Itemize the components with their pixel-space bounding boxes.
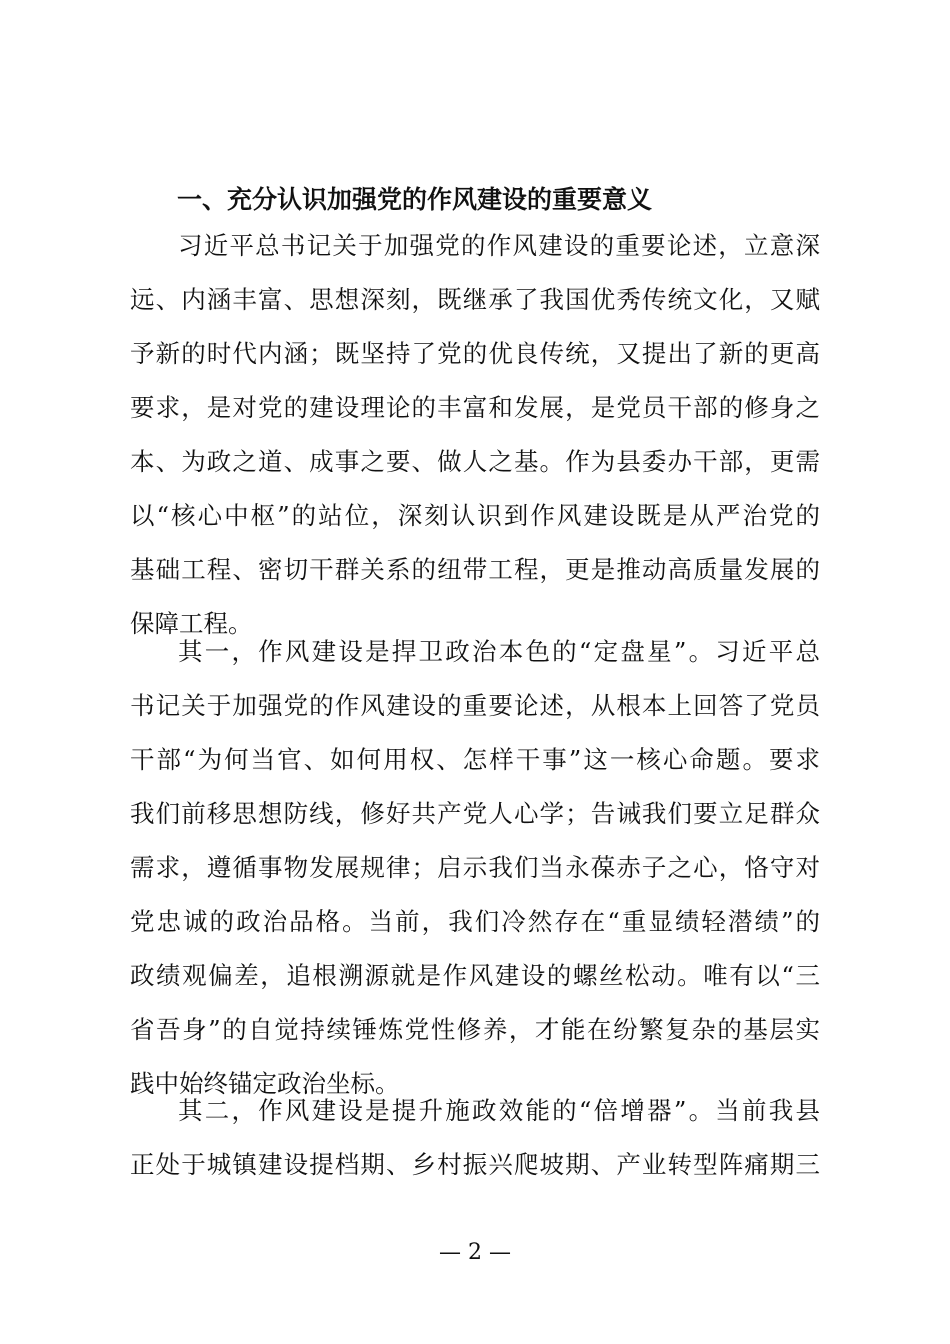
text-line: 以“核心中枢”的站位，深刻认识到作风建设既是从严治党的 xyxy=(130,501,820,530)
text-line: 远、内涵丰富、思想深刻，既继承了我国优秀传统文化，又赋 xyxy=(130,285,820,314)
section-heading: 一、充分认识加强党的作风建设的重要意义 xyxy=(177,185,653,214)
text-line: 正处于城镇建设提档期、乡村振兴爬坡期、产业转型阵痛期三 xyxy=(130,1150,820,1179)
text-line: 要求，是对党的建设理论的丰富和发展，是党员干部的修身之 xyxy=(130,393,820,422)
text-line: 干部“为何当官、如何用权、怎样干事”这一核心命题。要求 xyxy=(130,745,820,774)
text-line: 其二，作风建设是提升施政效能的“倍增器”。当前我县 xyxy=(178,1096,820,1125)
paragraph-point-two xyxy=(130,1084,820,1192)
text-line: 习近平总书记关于加强党的作风建设的重要论述，立意深 xyxy=(178,231,820,260)
text-line: 省吾身”的自觉持续锤炼党性修养，才能在纷繁复杂的基层实 xyxy=(130,1015,820,1044)
text-line: 其一，作风建设是捍卫政治本色的“定盘星”。习近平总 xyxy=(178,637,820,666)
page-number: — 2 — xyxy=(439,1240,511,1265)
text-line: 党忠诚的政治品格。当前，我们冷然存在“重显绩轻潜绩”的 xyxy=(130,907,820,936)
text-line: 本、为政之道、成事之要、做人之基。作为县委办干部，更需 xyxy=(130,447,820,476)
paragraph-significance xyxy=(130,219,820,651)
text-line: 政绩观偏差，追根溯源就是作风建设的螺丝松动。唯有以“三 xyxy=(130,961,820,990)
text-line: 基础工程、密切干群关系的纽带工程，更是推动高质量发展的 xyxy=(130,555,820,584)
text-line: 需求，遵循事物发展规律；启示我们当永葆赤子之心，恪守对 xyxy=(130,853,820,882)
text-line: 书记关于加强党的作风建设的重要论述，从根本上回答了党员 xyxy=(130,691,820,720)
text-line: 予新的时代内涵；既坚持了党的优良传统，又提出了新的更高 xyxy=(130,339,820,368)
text-line: 我们前移思想防线，修好共产党人心学；告诫我们要立足群众 xyxy=(130,799,820,828)
paragraph-point-one xyxy=(130,625,820,1111)
text-line: 践中始终锚定政治坐标。 xyxy=(130,1069,400,1098)
text-line: 保障工程。 xyxy=(130,609,253,638)
